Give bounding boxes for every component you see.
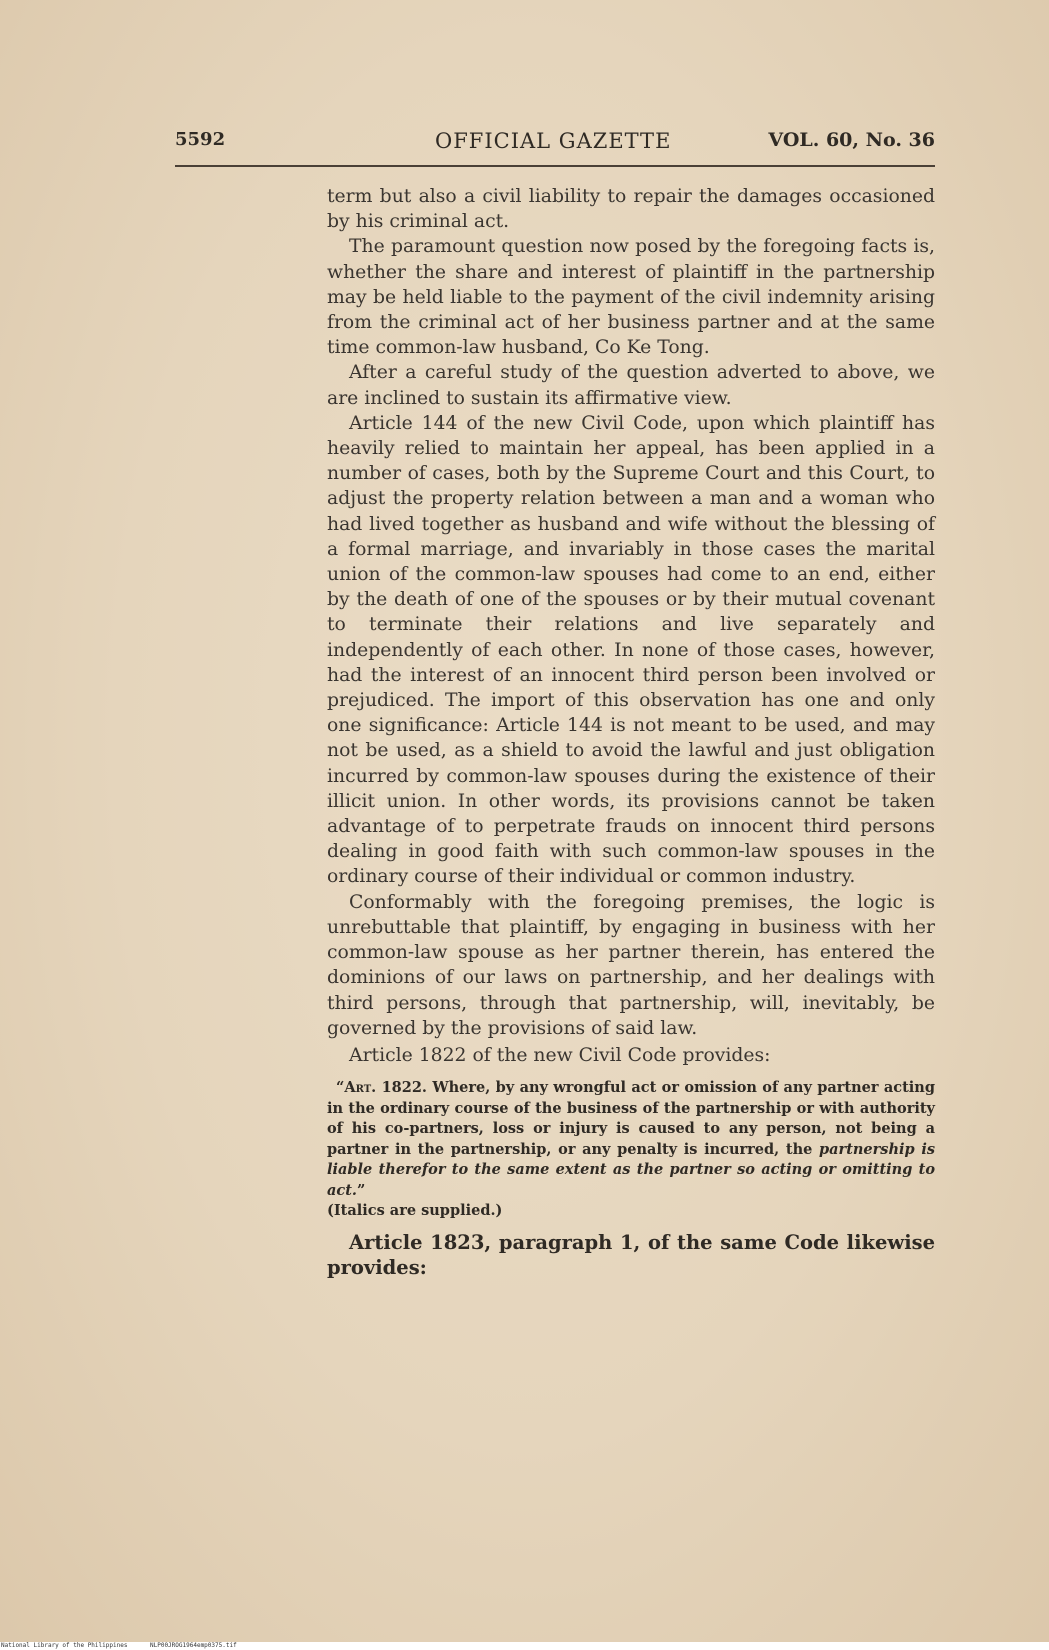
paragraph: Article 1822 of the new Civil Code provides: (349, 1044, 771, 1066)
paragraph: After a careful study of the question adverted to above, we are inclined to sustain its affirmative view. (327, 362, 935, 409)
quoted-article (327, 1078, 935, 1222)
publication-title: OFFICIAL GAZETTE (435, 129, 672, 153)
closing-paragraph: Article 1823, paragraph 1, of the same Code likewise provides: (327, 1230, 935, 1280)
paragraph: Article 144 of the new Civil Code, upon which plaintiff has heavily relied to maintain her appeal, has been applied in a number of cases, both by the Supreme Court and this Court, to adjust the property relation between a man and a woman who had lived together as husband and wife without the blessing of a formal marriage, and invariably in those cases the marital union of the common-law spouses had come to an end, either by the death of one of the spouses or by their mutual covenant to terminate their relations and live separately and independently of each other. In none of those cases, however, had the interest of an innocent third person been involved or prejudiced. The import of this observation has one and only one significance: Article 144 is not meant to be used, and may not be used, as a shield to avoid the lawful and just obligation incurred by common-law spouses during the existence of their illicit union. In other words, its provisions cannot be taken advantage of to perpetrate frauds on innocent third persons dealing in good faith with such common-law spouses in the ordinary course of their individual or common industry. (327, 412, 935, 888)
paragraph: Conformably with the foregoing premises, the logic is unrebuttable that plaintiff, by engaging in business with her common-law spouse as her partner therein, has entered the dominions of our laws on partnership, and her dealings with third persons, through that partnership, will, inevitably, be governed by the provisions of said law. (327, 891, 935, 1039)
open-quote: “ (336, 1079, 345, 1097)
header-rule (175, 165, 935, 167)
scan-footer (0, 1642, 1049, 1650)
page-number: 5592 (175, 129, 226, 150)
body-text (327, 184, 935, 1281)
quote-text: Where, by any wrongful act or omission of any partner acting in the ordinary course of the business of the partnership or with authority of his co-partners, loss or injury is caused to any person, not being a partner in the partnership, or any penalty is incurred, the (327, 1079, 935, 1158)
paragraph: The paramount question now posed by the foregoing facts is, whether the share and interest of plaintiff in the partnership may be held liable to the payment of the civil indemnity arising from the criminal act of her business partner and at the same time common-law husband, Co Ke Tong. (327, 236, 935, 359)
paragraph-continuation: term but also a civil liability to repair the damages occasioned by his criminal act. (327, 186, 935, 233)
page-header (175, 129, 935, 163)
volume-number: VOL. 60, No. 36 (768, 129, 935, 151)
library-credit: National Library of the Philippines (1, 1642, 128, 1649)
quote-italic-text: partnership is liable therefor to the same extent as the partner so acting or omitting to act. (327, 1140, 935, 1199)
close-quote: ” (356, 1181, 366, 1199)
italics-note: (Italics are supplied.) (327, 1202, 503, 1220)
scan-file-id: NLP00JROG1964emp0375.tif (150, 1642, 237, 1649)
article-label: Art. 1822. (344, 1079, 427, 1097)
